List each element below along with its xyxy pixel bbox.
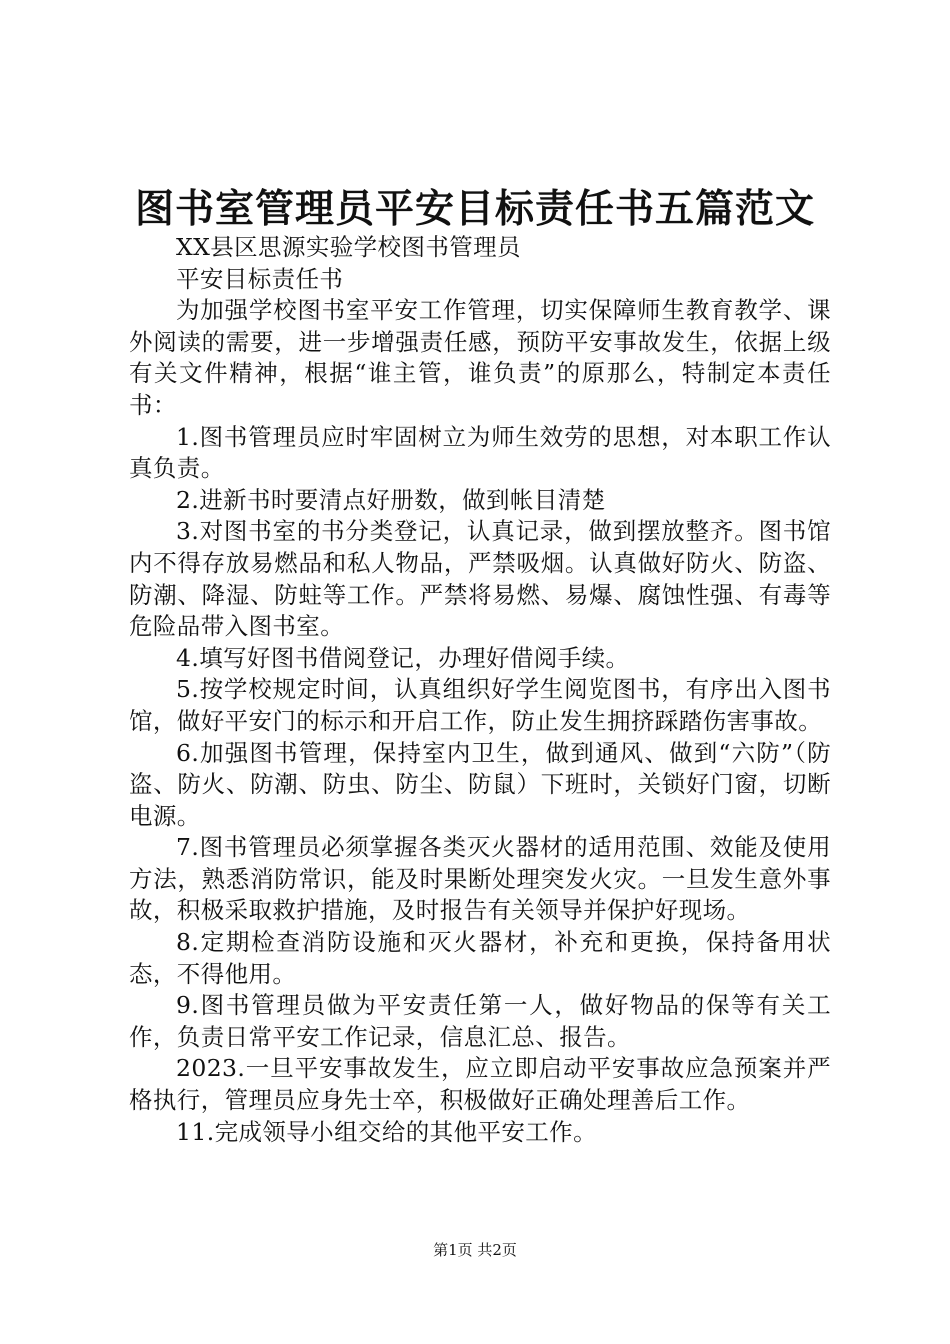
document-title: 图书室管理员平安目标责任书五篇范文 <box>134 186 815 232</box>
paragraph-item-10: 2023.一旦平安事故发生，应立即启动平安事故应急预案并严格执行，管理员应身先士卒，积极做好正确处理善后工作。 <box>129 1054 831 1115</box>
paragraph-intro: 为加强学校图书室平安工作管理，切实保障师生教育教学、课外阅读的需要，进一步增强责任感，预防平安事故发生，依据上级有关文件精神，根据“谁主管，谁负责”的原那么，特制定本责任书： <box>129 296 831 419</box>
paragraph-item-4: 4.填写好图书借阅登记，办理好借阅手续。 <box>176 643 630 672</box>
paragraph-item-9: 9.图书管理员做为平安责任第一人，做好物品的保等有关工作，负责日常平安工作记录，信息汇总、报告。 <box>129 991 831 1051</box>
paragraph-school-name: XX县区思源实验学校图书管理员 <box>176 233 521 261</box>
paragraph-item-5: 5.按学校规定时间，认真组织好学生阅览图书，有序出入图书馆，做好平安门的标示和开启工作，防止发生拥挤踩踏伤害事故。 <box>129 675 831 735</box>
page-number-footer: 第1页 共2页 <box>433 1241 517 1259</box>
paragraph-item-2: 2.进新书时要清点好册数，做到帐目清楚 <box>176 485 606 514</box>
document-body <box>129 232 831 1148</box>
paragraph-item-1: 1.图书管理员应时牢固树立为师生效劳的思想，对本职工作认真负责。 <box>129 422 831 483</box>
paragraph-item-7: 7.图书管理员必须掌握各类灭火器材的适用范围、效能及使用方法，熟悉消防常识，能及时果断处理突发火灾。一旦发生意外事故，积极采取救护措施，及时报告有关领导并保护好现场。 <box>129 833 831 925</box>
paragraph-subtitle: 平安目标责任书 <box>176 264 344 293</box>
paragraph-item-6: 6.加强图书管理，保持室内卫生，做到通风、做到“六防”（防盗、防火、防潮、防虫、防尘、防鼠）下班时，关锁好门窗，切断电源。 <box>129 738 831 830</box>
paragraph-item-8: 8.定期检查消防设施和灭火器材，补充和更换，保持备用状态，不得他用。 <box>129 928 831 988</box>
paragraph-item-11: 11.完成领导小组交给的其他平安工作。 <box>176 1117 597 1146</box>
paragraph-item-3: 3.对图书室的书分类登记，认真记录，做到摆放整齐。图书馆内不得存放易燃品和私人物品，严禁吸烟。认真做好防火、防盗、防潮、降湿、防蛀等工作。严禁将易燃、易爆、腐蚀性强、有毒等危险品带入图书室。 <box>129 517 831 641</box>
